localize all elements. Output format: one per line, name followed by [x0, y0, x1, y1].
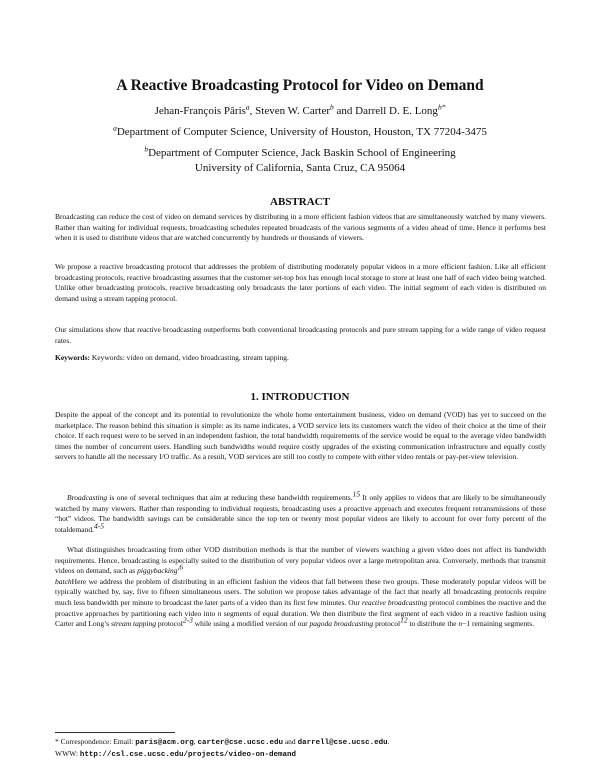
author-carter: Steven W. Carter — [255, 105, 331, 117]
text-run: . — [387, 737, 390, 746]
abstract-paragraph: We propose a reactive broadcasting protocol that addresses the problem of distributing moderately popular videos in a more efficient fashion. Like all efficient broadcasting protocols, reactive broadcasting assumes that the customer set-top box has enough local storage to store at least one half of each video being watched. Unlike other broadcasting protocols, reactive broadcasting only broadcasts the later portions of each video. The initial segment of each video is distributed on demand using a stream tapping protocol. — [55, 262, 546, 303]
text-run: segments of equal duration. We then distribute the first segment of each video in a reactive fashion using Carter and Long’s — [55, 608, 546, 629]
emphasis: batch — [55, 576, 72, 586]
body-paragraph — [55, 545, 546, 630]
affiliation-mark: b — [144, 144, 149, 154]
body-paragraph — [55, 489, 546, 535]
citation: 2-3 — [182, 615, 193, 625]
citation: 15 — [352, 489, 361, 499]
author-long: Darrell D. E. Long — [355, 105, 438, 117]
emphasis: piggybacking — [137, 566, 178, 576]
footnote-correspondence — [55, 737, 546, 748]
body-paragraph: Despite the appeal of the concept and its potential to revolutionize the whole home entertainment business, video on demand (VOD) has yet to succeed on the marketplace. The reason behind this situation is simple: as its name indicates, a VOD service lets its customers watch the video of their choice at the time of their choice. If each request were to be served in an independent fashion, the total bandwidth requirements of the service would be equal to the average video bandwidth times the number of concurrent users. Handling such bandwidths would require costly upgrades of the existing communication infrastructure and equally costly servers to handle all the necessary I/O traffic. As a result, VOD services are still too costly to compete with either video rentals or pay-per-view television. — [55, 410, 546, 462]
footnote-www — [55, 749, 546, 760]
affiliation-ucsc — [0, 146, 600, 176]
text-run: It only applies to videos that are likely to be simultaneously watched by many viewers. Rather than responding to individual requests, broadcasting uses a proactive approach and executes frequent retransmissions of these “hot” videos. The bandwidth savings can be considerable since the top ten or twenty most popular videos are likely to account for over forty percent of the totaldemand. — [55, 493, 546, 534]
keywords-label: Keywords: — [55, 353, 90, 362]
citation: ,6 — [177, 562, 184, 572]
text-run: protocol — [373, 619, 401, 629]
emphasis: stream tapping — [111, 619, 156, 629]
text-run: What distinguishes broadcasting from other VOD distribution methods is that the number of viewers watching a given video does not affect its bandwidth requirements. Hence, broadcasting is especially suited to the distribution of very popular videos over a large metropolitan area. Conversely, methods that transmit videos on demand, such as — [55, 545, 546, 576]
abstract-paragraph: Our simulations show that reactive broadcasting outperforms both conventional broadcasting protocols and pure stream tapping for a wide range of video request rates. — [55, 325, 546, 345]
text-run: while using a modified version of our — [192, 619, 310, 629]
text-run: protocol combines the reactive and the proactive approaches by partitioning each video into — [55, 597, 547, 618]
author-long-mark: b* — [437, 102, 446, 112]
emphasis: pagoda broadcasting — [309, 619, 374, 629]
footnote-label: WWW: — [55, 749, 80, 758]
email-link-carter[interactable]: carter@cse.ucsc.edu — [197, 739, 283, 747]
emphasis: n — [458, 619, 463, 629]
emphasis: Broadcasting — [67, 493, 108, 502]
email-link-long[interactable]: darrell@cse.ucsc.edu — [297, 739, 388, 747]
text-run: and — [282, 737, 298, 746]
emphasis: n — [217, 608, 222, 618]
keywords — [55, 353, 546, 364]
text-run: , — [193, 737, 198, 746]
text-run: −1 remaining segments. — [462, 619, 535, 629]
author-line — [0, 102, 600, 117]
author-separator: and — [333, 105, 356, 117]
emphasis: reactive broadcasting — [362, 597, 428, 607]
affiliation-text: Department of Computer Science, University of Houston, Houston, TX 77204-3475 — [116, 126, 487, 138]
affiliation-mark: a — [113, 123, 117, 133]
footnote-label: * Correspondence: Email: — [55, 737, 136, 746]
abstract-heading: ABSTRACT — [270, 196, 330, 208]
citation: 12 — [400, 615, 408, 625]
email-link-paris[interactable]: paris@acm.org — [135, 739, 194, 747]
project-url-link[interactable]: http://csl.cse.ucsc.edu/projects/video-on-demand — [79, 751, 296, 759]
author-carter-mark: b — [330, 102, 334, 112]
affiliation-text: Department of Computer Science, Jack Baskin School of Engineering — [148, 147, 456, 159]
abstract-paragraph: Broadcasting can reduce the cost of video on demand services by distributing in a more efficient fashion videos that are simultaneously watched by many viewers. Rather than waiting for individual requests, broadcasting schedules repeated broadcasts of the various segments of a video ahead of time. Hence it performs best when it is used to distribute videos that are watched concurrently by hundreds or thousands of viewers. — [55, 212, 546, 243]
text-run: Here we address the problem of distributing in an efficient fashion the videos that fall between these two groups. These moderately popular videos will be typically watched by, say, five to fifteen simultaneous users. The solution we propose takes advantage of the fact that nearly all broadcasting protocols require much less bandwidth per minute to broadcast the later parts of a video than its first few minutes. Our — [55, 576, 546, 607]
section-heading-introduction: 1. INTRODUCTION — [250, 391, 350, 403]
author-paris: Jehan-François Pâris — [154, 105, 246, 117]
affiliation-houston — [0, 125, 600, 140]
affiliation-text: University of California, Santa Cruz, CA 95064 — [194, 162, 406, 174]
keywords-text: Keywords: video on demand, video broadcasting, stream tapping. — [90, 353, 289, 362]
text-run: is one of several techniques that aim at reducing these bandwidth requirements. — [107, 493, 353, 502]
author-paris-mark: a — [245, 102, 250, 112]
footnote-divider — [55, 732, 175, 733]
text-run: protocol — [155, 619, 183, 629]
citation: 4-5 — [93, 521, 104, 531]
author-separator: , — [249, 105, 256, 117]
paper-title: A Reactive Broadcasting Protocol for Video on Demand — [116, 77, 484, 94]
text-run: to distribute the — [407, 619, 459, 629]
